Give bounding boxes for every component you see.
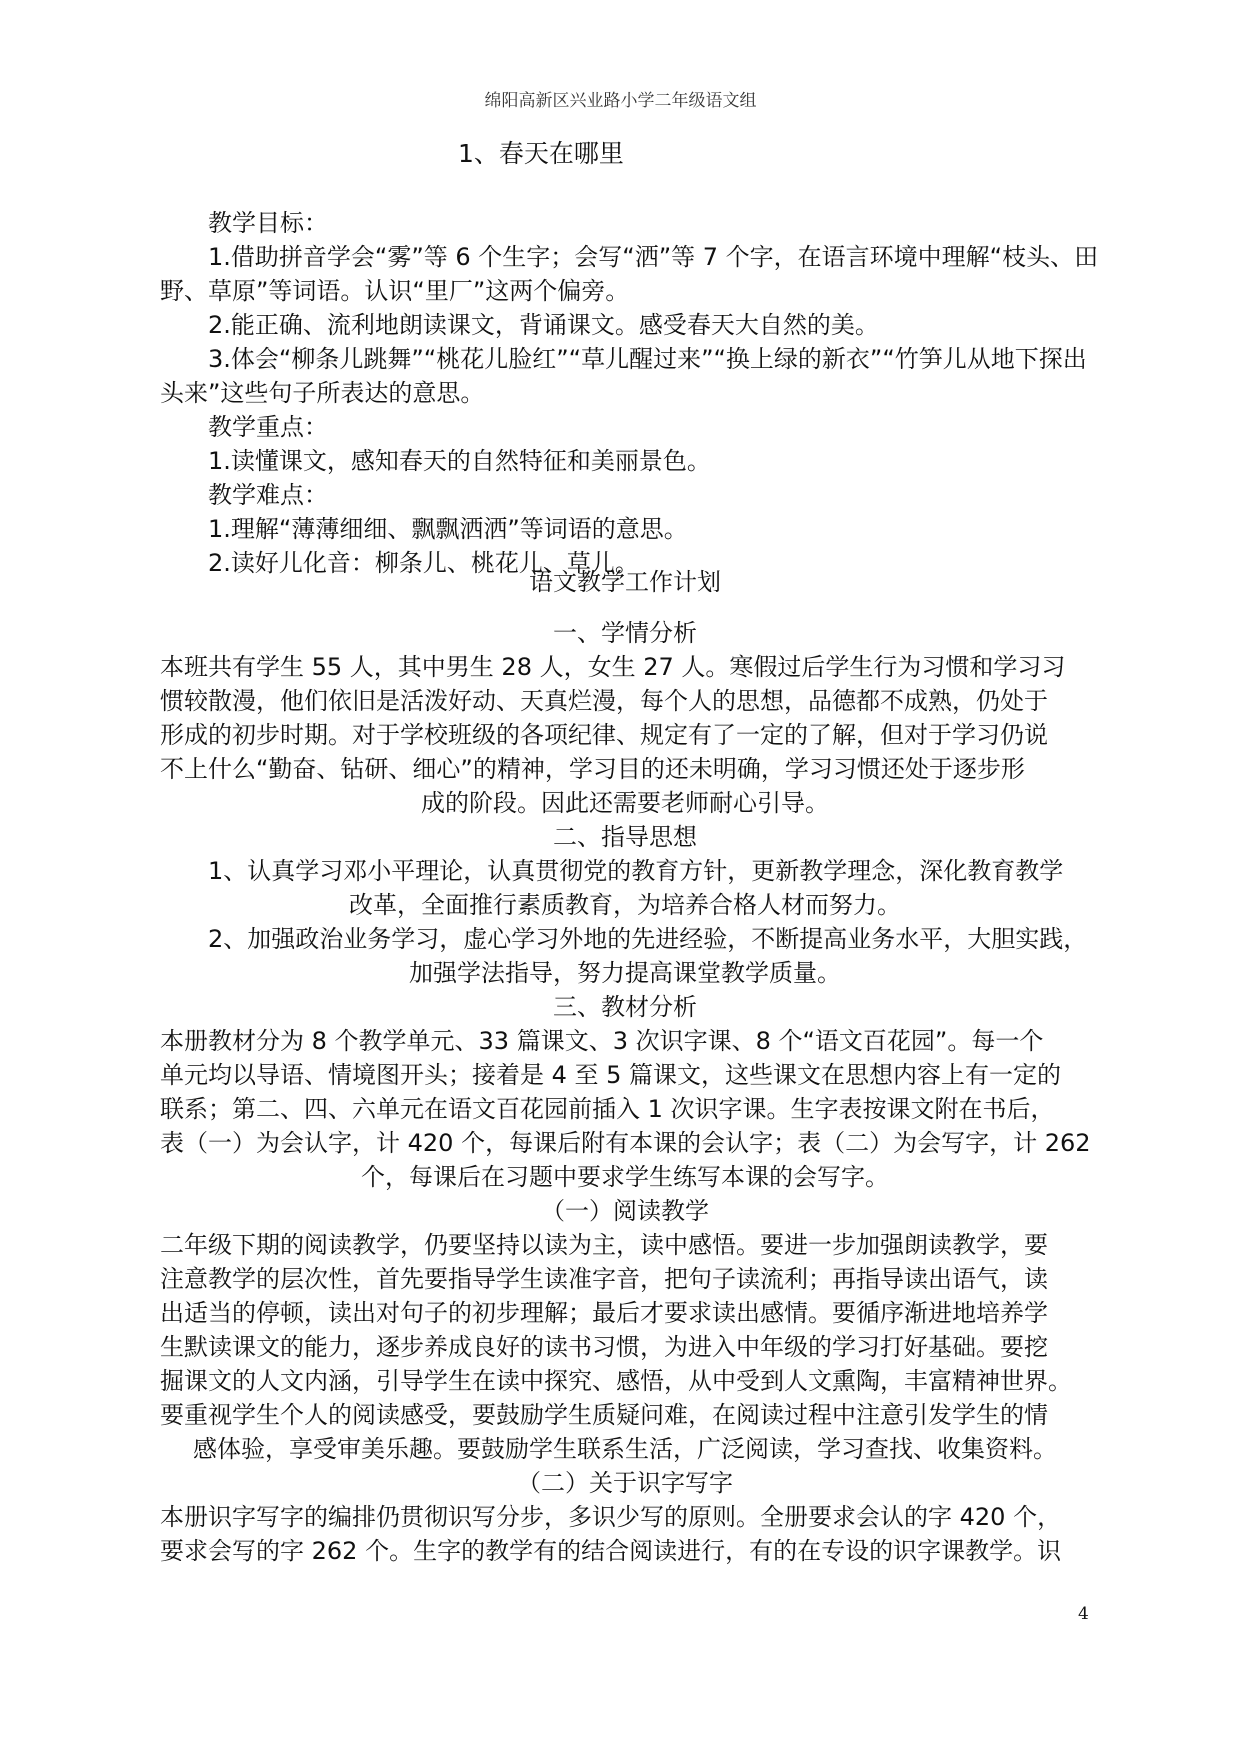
work-plan-block — [160, 616, 1090, 1568]
objectives-label: 教学目标： — [208, 209, 328, 237]
objective-1-line-1: 1.借助拼音学会“雾”等 6 个生字；会写“洒”等 7 个字，在语言环境中理解“枝头、田 — [208, 243, 1099, 271]
difficulty-2: 2.读好儿化音：柳条儿、桃花儿、草儿。 — [208, 549, 639, 577]
section-1-line-2: 惯较散漫，他们依旧是活泼好动、天真烂漫，每个人的思想，品德都不成熟，仍处于 — [160, 687, 1048, 715]
section-2-item-1-line-1: 1、认真学习邓小平理论，认真贯彻党的教育方针，更新教学理念，深化教育教学 — [208, 857, 1064, 885]
page-number: 4 — [1078, 1604, 1089, 1624]
subsection-1-line-6: 要重视学生个人的阅读感受，要鼓励学生质疑问难，在阅读过程中注意引发学生的情 — [160, 1401, 1048, 1429]
subsection-2-line-2: 要求会写的字 262 个。生字的教学有的结合阅读进行，有的在专设的识字课教学。识 — [160, 1537, 1062, 1565]
subsection-1-line-4: 生默读课文的能力，逐步养成良好的读书习惯，为进入中年级的学习打好基础。要挖 — [160, 1333, 1048, 1361]
subsection-1-line-2: 注意教学的层次性，首先要指导学生读准字音，把句子读流利；再指导读出语气，读 — [160, 1265, 1048, 1293]
plan-title: 语文教学工作计划 — [529, 568, 721, 596]
section-3-line-2: 单元均以导语、情境图开头；接着是 4 至 5 篇课文，这些课文在思想内容上有一定的 — [160, 1061, 1062, 1089]
section-3-line-1: 本册教材分为 8 个教学单元、33 篇课文、3 次识字课、8 个“语文百花园”。每一个 — [160, 1027, 1044, 1055]
objective-2: 2.能正确、流利地朗读课文，背诵课文。感受春天大自然的美。 — [208, 311, 879, 339]
section-1-line-3: 形成的初步时期。对于学校班级的各项纪律、规定有了一定的了解，但对于学习仍说 — [160, 721, 1048, 749]
section-1-line-4: 不上什么“勤奋、钻研、细心”的精神，学习目的还未明确，学习习惯还处于逐步形 — [160, 755, 1025, 783]
section-3-line-4: 表（一）为会认字，计 420 个，每课后附有本课的会认字；表（二）为会写字，计 262 — [160, 1129, 1091, 1157]
subsection-2-line-1: 本册识字写字的编排仍贯彻识写分步，多识少写的原则。全册要求会认的字 420 个， — [160, 1503, 1062, 1531]
key-points-label: 教学重点： — [208, 413, 328, 441]
section-2-item-2-line-2: 加强学法指导，努力提高课堂教学质量。 — [409, 959, 841, 987]
section-3-line-5: 个，每课后在习题中要求学生练写本课的会写字。 — [361, 1163, 889, 1191]
subsection-1-line-1: 二年级下期的阅读教学，仍要坚持以读为主，读中感悟。要进一步加强朗读教学，要 — [160, 1231, 1048, 1259]
subsection-1-line-3: 出适当的停顿，读出对句子的初步理解；最后才要求读出感情。要循序渐进地培养学 — [160, 1299, 1048, 1327]
section-2-heading: 二、指导思想 — [553, 823, 697, 851]
section-1-heading: 一、学情分析 — [553, 619, 697, 647]
section-3-heading: 三、教材分析 — [553, 993, 697, 1021]
section-2-item-1-line-2: 改革，全面推行素质教育，为培养合格人材而努力。 — [349, 891, 901, 919]
key-point-1: 1.读懂课文，感知春天的自然特征和美丽景色。 — [208, 447, 711, 475]
section-1-line-5: 成的阶段。因此还需要老师耐心引导。 — [421, 789, 829, 817]
difficulty-1: 1.理解“薄薄细细、飘飘洒洒”等词语的意思。 — [208, 515, 688, 543]
subsection-1-line-5: 掘课文的人文内涵，引导学生在读中探究、感悟，从中受到人文熏陶，丰富精神世界。 — [160, 1367, 1072, 1395]
subsection-2-heading: （二）关于识字写字 — [517, 1469, 733, 1497]
lesson-title: 1、春天在哪里 — [458, 139, 624, 168]
section-3-line-3: 联系；第二、四、六单元在语文百花园前插入 1 次识字课。生字表按课文附在书后， — [160, 1095, 1055, 1123]
subsection-1-line-7: 感体验，享受审美乐趣。要鼓励学生联系生活，广泛阅读，学习查找、收集资料。 — [193, 1435, 1057, 1463]
difficulties-label: 教学难点： — [208, 481, 328, 509]
page-header: 绵阳高新区兴业路小学二年级语文组 — [484, 91, 757, 111]
subsection-1-heading: （一）阅读教学 — [541, 1197, 709, 1225]
objective-1-line-2: 野、草原”等词语。认识“里厂”这两个偏旁。 — [160, 277, 630, 305]
section-1-line-1: 本班共有学生 55 人，其中男生 28 人，女生 27 人。寒假过后学生行为习惯和学习习 — [160, 653, 1066, 681]
lesson-plan-block — [160, 206, 1099, 580]
objective-3-line-2: 头来”这些句子所表达的意思。 — [160, 379, 485, 407]
section-2-item-2-line-1: 2、加强政治业务学习，虚心学习外地的先进经验，不断提高业务水平，大胆实践， — [208, 925, 1088, 953]
objective-3-line-1: 3.体会“柳条儿跳舞”“桃花儿脸红”“草儿醒过来”“换上绿的新衣”“竹笋儿从地下探出 — [208, 345, 1087, 373]
